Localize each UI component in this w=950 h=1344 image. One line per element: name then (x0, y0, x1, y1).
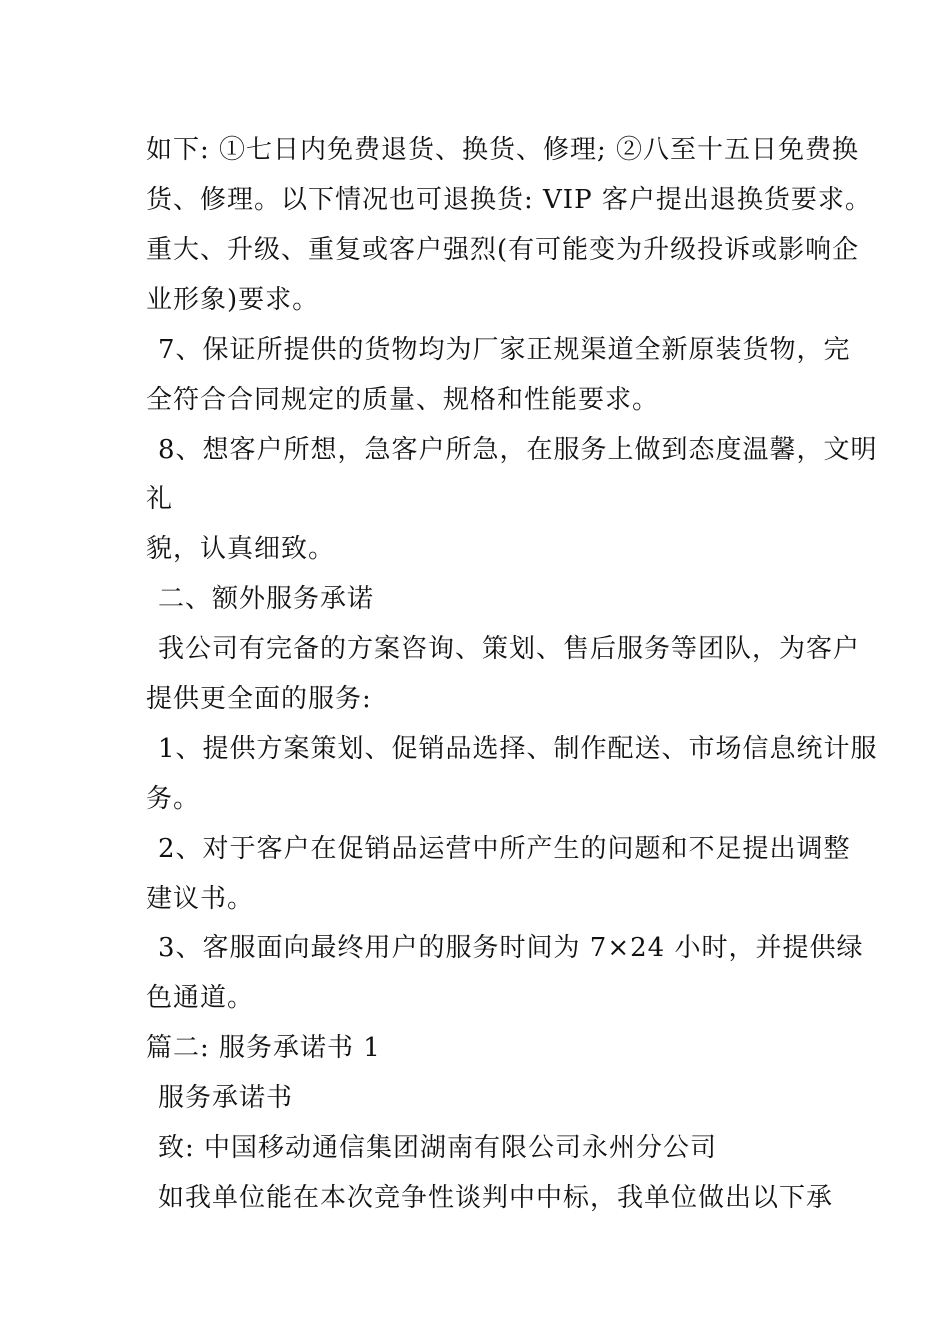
paragraph-line: 貌，认真细致。 (146, 534, 336, 564)
paragraph-line: 我公司有完备的方案咨询、策划、售后服务等团队，为客户 (158, 634, 861, 664)
section-heading: 服务承诺书 (158, 1083, 294, 1113)
paragraph-line: 全符合合同规定的质量、规格和性能要求。 (146, 385, 660, 415)
paragraph-line: 7、保证所提供的货物均为厂家正规渠道全新原装货物，完 (158, 335, 851, 365)
paragraph-line: 建议书。 (146, 884, 255, 914)
paragraph-line: 重大、升级、重复或客户强烈(有可能变为升级投诉或影响企 (146, 235, 860, 265)
section-heading: 二、额外服务承诺 (158, 584, 375, 614)
paragraph-line: 如我单位能在本次竞争性谈判中中标，我单位做出以下承 (158, 1183, 834, 1213)
paragraph-line: 1、提供方案策划、促销品选择、制作配送、市场信息统计服 (158, 734, 878, 764)
paragraph-line: 8、想客户所想，急客户所急，在服务上做到态度温馨，文明 (158, 435, 878, 465)
paragraph-line: 业形象)要求。 (146, 285, 320, 315)
paragraph-line: 货、修理。以下情况也可退换货: VIP 客户提出退换货要求。 (146, 185, 872, 215)
chapter-heading: 篇二: 服务承诺书 1 (146, 1033, 381, 1063)
recipient-line: 致: 中国移动通信集团湖南有限公司永州分公司 (158, 1133, 718, 1163)
paragraph-line: 礼 (146, 484, 174, 514)
paragraph-line: 3、客服面向最终用户的服务时间为 7×24 小时，并提供绿 (158, 933, 864, 963)
paragraph-line: 提供更全面的服务: (146, 684, 372, 714)
paragraph-line: 务。 (146, 784, 201, 814)
paragraph-line: 2、对于客户在促销品运营中所产生的问题和不足提出调整 (158, 834, 851, 864)
paragraph-line: 如下: ①七日内免费退货、换货、修理; ②八至十五日免费换 (146, 135, 860, 165)
paragraph-line: 色通道。 (146, 983, 255, 1013)
